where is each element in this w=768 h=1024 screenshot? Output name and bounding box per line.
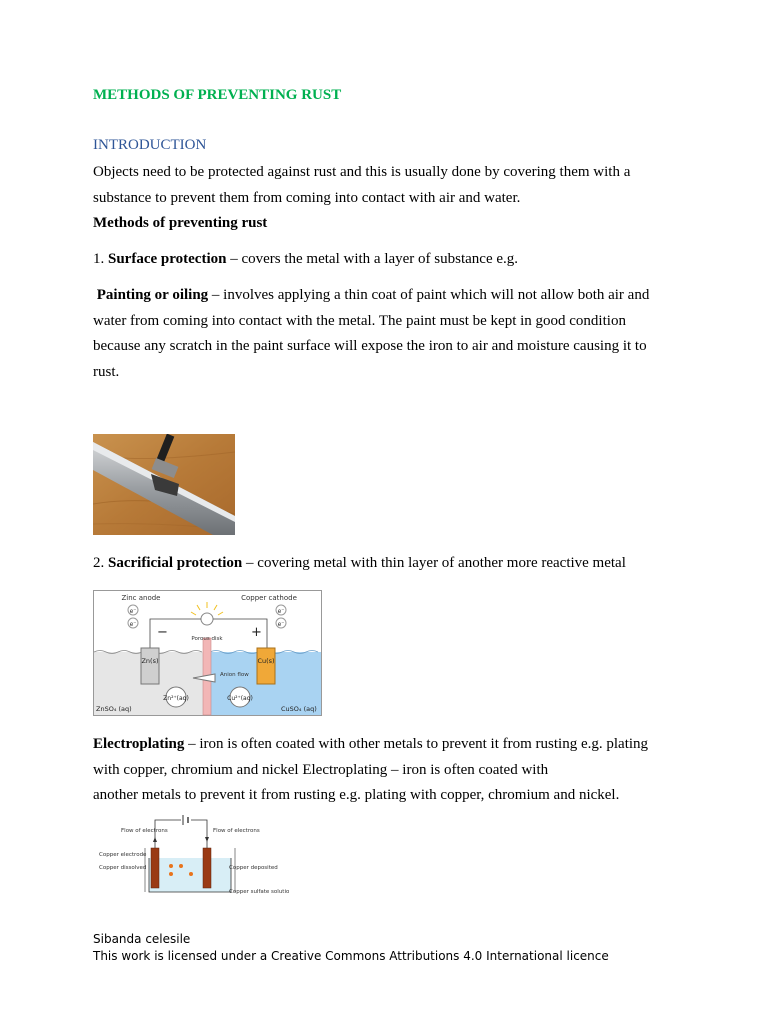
electron-label-4: e⁻ <box>277 621 285 628</box>
zn-electrode-label: Zn(s) <box>141 657 159 665</box>
methods-heading: Methods of preventing rust <box>93 215 268 231</box>
electroplating-desc: – iron is often coated with other metals to prevent it from rusting e.g. plating with copper, chromium and nickel Electroplating – iron is often coated with <box>93 736 649 778</box>
galvanic-cell-diagram <box>93 590 322 716</box>
porous-disk-label: Porous disk <box>191 636 223 642</box>
plus-sign: + <box>251 625 262 640</box>
cuso4-label: CuSO₄ (aq) <box>281 705 317 713</box>
electron-label-1: e⁻ <box>129 608 137 615</box>
item1-term: Surface protection <box>108 251 227 267</box>
copper-cathode-label: Copper cathode <box>241 594 297 602</box>
item1-desc: – covers the metal with a layer of substance e.g. <box>226 251 519 267</box>
copper-deposited-label: Copper deposited <box>229 865 278 871</box>
cu-ion-label: Cu²⁺(aq) <box>227 695 253 702</box>
painting-paragraph <box>93 283 673 385</box>
footer-license: This work is licensed under a Creative Commons Attributions 4.0 International licence <box>93 949 609 963</box>
item2-number: 2. <box>93 555 105 571</box>
page-title: METHODS OF PREVENTING RUST <box>93 87 342 103</box>
intro-heading: INTRODUCTION <box>93 137 207 153</box>
copper-electrode-label: Copper electrode <box>99 852 147 858</box>
item2-desc: – covering metal with thin layer of another more reactive metal <box>242 555 626 571</box>
item2-term: Sacrificial protection <box>108 555 243 571</box>
minus-sign: − <box>157 625 168 640</box>
flow-left-label: Flow of electrons <box>121 828 168 834</box>
method-item-2 <box>93 551 693 577</box>
painting-term: Painting or oiling <box>96 287 209 303</box>
flow-right-label: Flow of electrons <box>213 828 260 834</box>
zinc-anode-label: Zinc anode <box>121 594 161 602</box>
anion-flow-label: Anion flow <box>220 672 249 678</box>
painting-photo <box>93 434 235 535</box>
item1-number: 1. <box>93 251 105 267</box>
electroplating-line3: another metals to prevent it from rusting e.g. plating with copper, chromium and nickel. <box>93 787 620 803</box>
zn-ion-label: Zn²⁺(aq) <box>163 695 189 702</box>
electroplating-paragraph <box>93 732 673 809</box>
footer-author: Sibanda celesile <box>93 932 191 946</box>
intro-paragraph: Objects need to be protected against rust and this is usually done by covering them with a substance to prevent them from coming into contact with air and water. <box>93 164 631 206</box>
electroplating-term: Electroplating <box>93 736 185 752</box>
electron-label-2: e⁻ <box>129 621 137 628</box>
copper-sulfate-label: Copper sulfate solution <box>229 889 289 895</box>
method-item-1 <box>93 247 693 273</box>
electroplating-diagram <box>93 812 289 900</box>
electron-label-3: e⁻ <box>277 608 285 615</box>
znso4-label: ZnSO₄ (aq) <box>96 705 132 713</box>
cu-electrode-label: Cu(s) <box>257 657 275 665</box>
copper-dissolved-label: Copper dissolved <box>99 865 147 871</box>
painting-desc: – involves applying a thin coat of paint which will not allow both air and water from coming into contact with the metal. The paint must be kept in good condition because any scratch in the paint surface will expose the iron to air and moisture causing it to rust. <box>93 287 650 380</box>
footer <box>93 931 609 965</box>
